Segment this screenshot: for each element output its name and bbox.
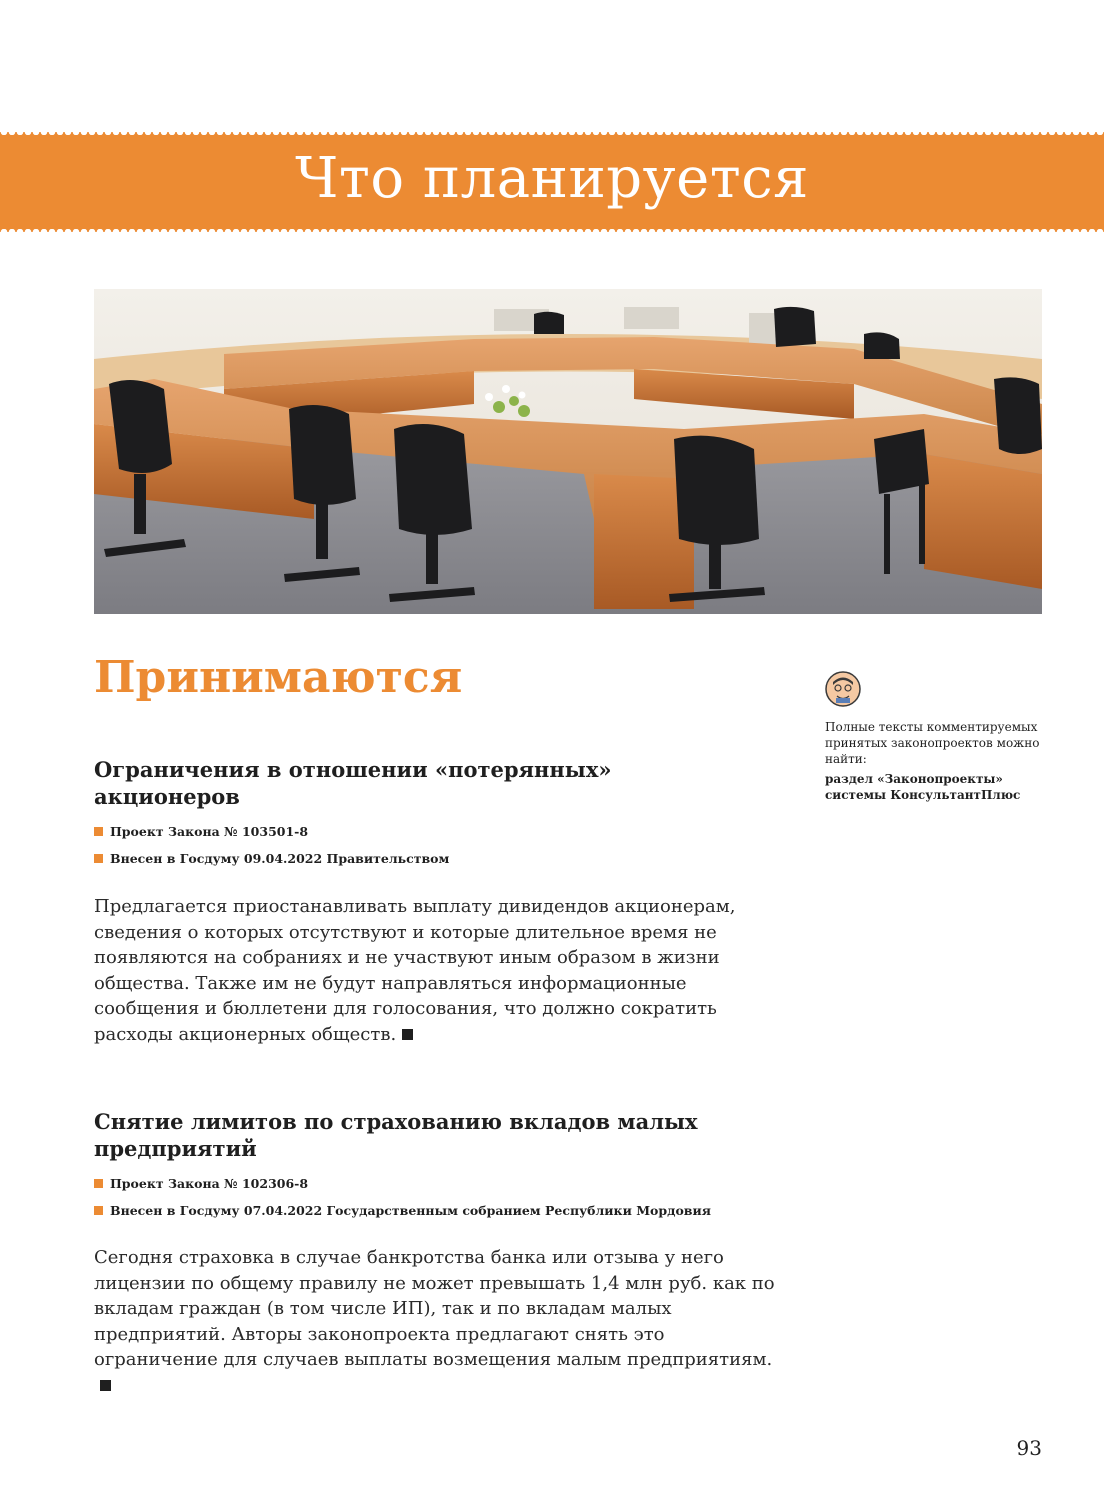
end-mark-icon — [402, 1029, 413, 1040]
bill-submitted: Внесен в Госдуму 07.04.2022 Государственным собранием Республики Мордовия — [110, 1203, 711, 1218]
header-banner — [0, 132, 1104, 232]
bullet-square-icon — [94, 854, 103, 863]
bullet-square-icon — [94, 1179, 103, 1188]
page-heading: Что планируется — [295, 146, 809, 211]
sidebar-link-text: раздел «Законопроекты» системы КонсультантПлюс — [825, 772, 1021, 802]
article-body — [94, 1245, 784, 1398]
advisor-icon — [825, 671, 861, 707]
bill-number: Проект Закона № 102306-8 — [110, 1176, 309, 1191]
article-meta — [94, 1176, 308, 1191]
end-mark-icon — [100, 1380, 111, 1391]
conference-room-photo — [94, 289, 1042, 614]
article-meta — [94, 851, 449, 866]
bullet-square-icon — [94, 827, 103, 836]
article-title: Ограничения в отношении «потерянных» акционеров — [94, 757, 612, 809]
sidebar-text: Полные тексты комментируемых принятых законопроектов можно найти: — [825, 720, 1040, 766]
article-body — [94, 894, 784, 1047]
bullet-square-icon — [94, 1206, 103, 1215]
article-body-text: Предлагается приостанавливать выплату дивидендов акционерам, сведения о которых отсутствуют и которые длительное время не появляются на собраниях и не участвуют иным образом в жизни общества. Также им не будут направляться информационные сообщения и бюллетени для голосования, что должно сократить расходы акционерных обществ. — [94, 896, 736, 1045]
bill-number: Проект Закона № 103501-8 — [110, 824, 309, 839]
article-meta — [94, 1203, 711, 1218]
article-title: Снятие лимитов по страхованию вкладов малых предприятий — [94, 1109, 698, 1161]
article-meta — [94, 824, 308, 839]
section-title: Принимаются — [94, 652, 463, 703]
sidebar-note — [825, 671, 1055, 803]
page-number: 93 — [1016, 1436, 1042, 1460]
bill-submitted: Внесен в Госдуму 09.04.2022 Правительством — [110, 851, 450, 866]
article-body-text: Сегодня страховка в случае банкротства банка или отзыва у него лицензии по общему правилу не может превышать 1,4 млн руб. как по вкладам граждан (в том числе ИП), так и по вкладам малых предприятий. Авторы законопроекта предлагают снять это ограничение для случаев выплаты возмещения малым предприятиям. — [94, 1247, 775, 1370]
